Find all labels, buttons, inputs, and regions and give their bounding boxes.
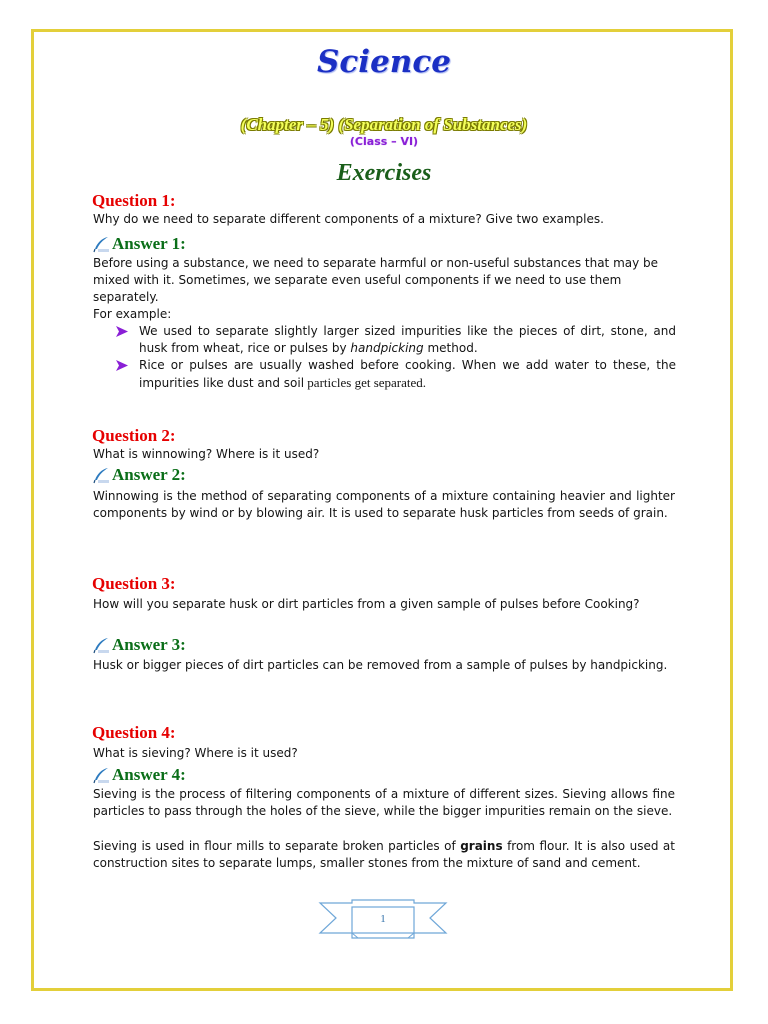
answer-4-paragraph-1: Sieving is the process of filtering components of a mixture of different sizes. Sieving allows fine particles to pass through the holes of the sieve, while the bigger impurities remain on the sieve. <box>93 787 675 818</box>
answer-4-heading: Answer 4: <box>112 765 186 784</box>
list-item <box>116 323 676 357</box>
bullet-1-text: We used to separate slightly larger sized impurities like the pieces of dirt, stone, and husk from wheat, rice or pulses by <box>139 324 676 355</box>
bullet-1-tail: method. <box>423 341 478 355</box>
answer-1-heading-row <box>92 234 186 254</box>
chapter-subtitle: (Chapter – 5) (Separation of Substances) <box>240 115 528 134</box>
bullet-1-emphasis: handpicking <box>350 341 424 355</box>
question-3-heading: Question 3: <box>92 574 176 593</box>
arrow-bullet-icon <box>116 360 128 371</box>
answer-2-heading: Answer 2: <box>112 465 186 484</box>
quill-pen-icon <box>92 467 110 484</box>
question-1-heading: Question 1: <box>92 191 176 210</box>
page-title: Science <box>317 44 451 80</box>
answer-1-heading: Answer 1: <box>112 234 186 253</box>
answer-4-p2-bold: grains <box>460 839 503 853</box>
class-label: (Class – VI) <box>349 135 419 148</box>
answer-4-heading-row <box>92 765 186 785</box>
answer-3-text: Husk or bigger pieces of dirt particles can be removed from a sample of pulses by handpicking. <box>93 658 668 672</box>
quill-pen-icon <box>92 637 110 654</box>
answer-4-p2-text: Sieving is used in flour mills to separate broken particles of <box>93 839 461 853</box>
quill-pen-icon <box>92 236 110 253</box>
answer-4-paragraph-2 <box>93 838 675 872</box>
bullet-2-tail: particles get separated. <box>304 375 427 390</box>
answer-3-heading: Answer 3: <box>112 635 186 654</box>
question-2-text: What is winnowing? Where is it used? <box>93 447 320 461</box>
bullet-2-text: Rice or pulses are usually washed before cooking. When we add water to these, the impurities like dust and soil <box>139 358 676 390</box>
answer-2-heading-row <box>92 465 186 485</box>
answer-2-text: Winnowing is the method of separating components of a mixture containing heavier and lighter components by wind or by blowing air. It is used to separate husk particles from seeds of grain. <box>93 489 675 520</box>
answer-4-p2-tail: from flour. It is also used at construction sites to separate lumps, smaller stones from the mixture of sand and cement. <box>93 839 675 870</box>
quill-pen-icon <box>92 767 110 784</box>
answer-1-bullet-list <box>116 323 676 392</box>
question-1-text: Why do we need to separate different components of a mixture? Give two examples. <box>93 212 604 226</box>
question-4-text: What is sieving? Where is it used? <box>93 746 298 760</box>
answer-1-text: Before using a substance, we need to separate harmful or non-useful substances that may be mixed with it. Sometimes, we separate even useful components if we need to use them separately. <box>93 256 659 304</box>
question-3-text: How will you separate husk or dirt particles from a given sample of pulses before Cooking? <box>93 597 640 611</box>
question-4-heading: Question 4: <box>92 723 176 742</box>
section-title: Exercises <box>336 160 432 186</box>
example-label: For example: <box>93 307 172 321</box>
page-number: 1 <box>380 913 386 925</box>
list-item <box>116 357 676 392</box>
arrow-bullet-icon <box>116 326 128 337</box>
answer-3-heading-row <box>92 635 186 655</box>
question-2-heading: Question 2: <box>92 426 176 445</box>
